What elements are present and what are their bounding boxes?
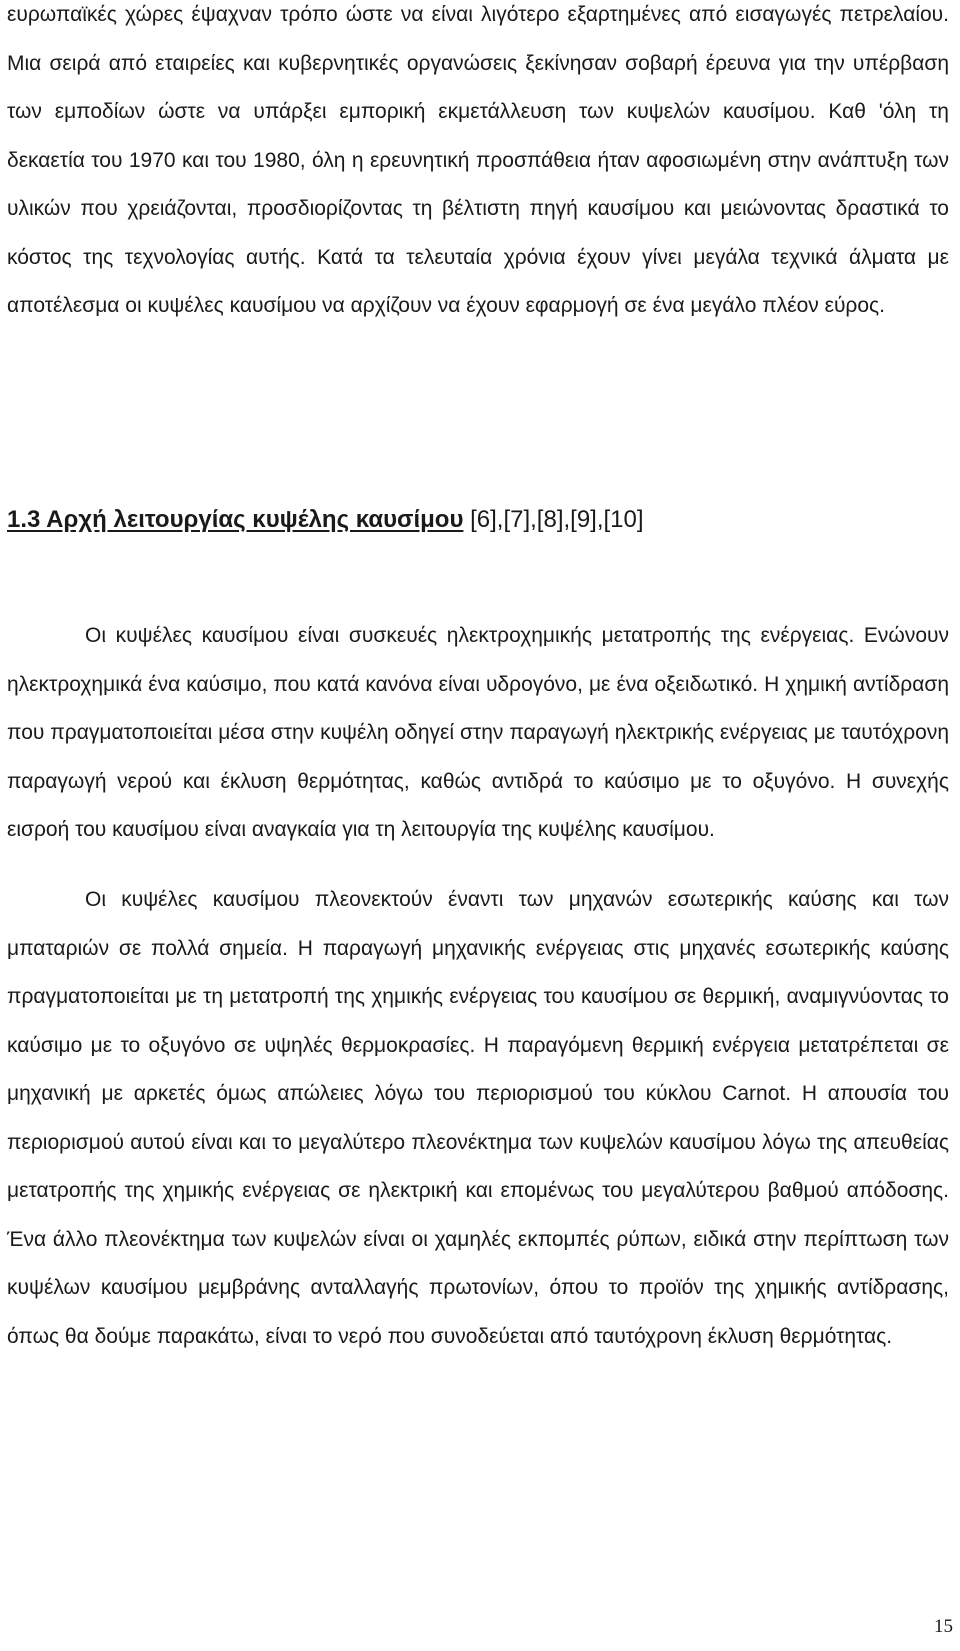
- page-number: 15: [934, 1616, 953, 1637]
- section-references: [6],[7],[8],[9],[10]: [463, 506, 644, 533]
- section-title: 1.3 Αρχή λειτουργίας κυψέλης καυσίμου: [7, 506, 464, 533]
- paragraph-advantages: Οι κυψέλες καυσίμου πλεονεκτούν έναντι των μηχανών εσωτερικής καύσης και των μπαταριών σε πολλά σημεία. Η παραγωγή μηχανικής ενέργειας στις μηχανές εσωτερικής καύσης πραγματοποιείται με τη μετατροπή της χημικής ενέργειας του καυσίμου σε θερμική, αναμιγνύοντας το καύσιμο με το οξυγόνο σε υψηλές θερμοκρασίες. Η παραγόμενη θερμική ενέργεια μετατρέπεται σε μηχανική με αρκετές όμως απώλειες λόγω του περιορισμού του κύκλου Carnot. Η απουσία του περιορισμού αυτού είναι και το μεγαλύτερο πλεονέκτημα των κυψελών καυσίμου λόγω της απευθείας μετατροπής της χημικής ενέργειας σε ηλεκτρική και επομένως του μεγαλύτερου βαθμού απόδοσης. Ένα άλλο πλεονέκτημα των κυψελών είναι οι χαμηλές εκπομπές ρύπων, ειδικά στην περίπτωση των κυψέλων καυσίμου μεμβράνης ανταλλαγής πρωτονίων, όπου το προϊόν της χημικής αντίδρασης, όπως θα δούμε παρακάτω, είναι το νερό που συνοδεύεται από ταυτόχρονη έκλυση θερμότητας.: [7, 888, 949, 1348]
- section-heading: [7, 500, 644, 540]
- paragraph-history: ευρωπαϊκές χώρες έψαχναν τρόπο ώστε να είναι λιγότερο εξαρτημένες από εισαγωγές πετρελαίου. Μια σειρά από εταιρείες και κυβερνητικές οργανώσεις ξεκίνησαν σοβαρή έρευνα για την υπέρβαση των εμποδίων ώστε να υπάρξει εμπορική εκμετάλλευση των κυψελών καυσίμου. Καθ 'όλη τη δεκαετία του 1970 και του 1980, όλη η ερευνητική προσπάθεια ήταν αφοσιωμένη στην ανάπτυξη των υλικών που χρειάζονται, προσδιορίζοντας τη βέλτιστη πηγή καυσίμου και μειώνοντας δραστικά το κόστος της τεχνολογίας αυτής. Κατά τα τελευταία χρόνια έχουν γίνει μεγάλα τεχνικά άλματα με αποτέλεσμα οι κυψέλες καυσίμου να αρχίζουν να έχουν εφαρμογή σε ένα μεγάλο πλέον εύρος.: [7, 3, 949, 317]
- paragraph-operating-principle: Οι κυψέλες καυσίμου είναι συσκευές ηλεκτροχημικής μετατροπής της ενέργειας. Ενώνουν ηλεκτροχημικά ένα καύσιμο, που κατά κανόνα είναι υδρογόνο, με ένα οξειδωτικό. Η χημική αντίδραση που πραγματοποιείται μέσα στην κυψέλη οδηγεί στην παραγωγή ηλεκτρικής ενέργειας με ταυτόχρονη παραγωγή νερού και έκλυση θερμότητας, καθώς αντιδρά το καύσιμο με το οξυγόνο. Η συνεχής εισροή του καυσίμου είναι αναγκαία για τη λειτουργία της κυψέλης καυσίμου.: [7, 624, 949, 841]
